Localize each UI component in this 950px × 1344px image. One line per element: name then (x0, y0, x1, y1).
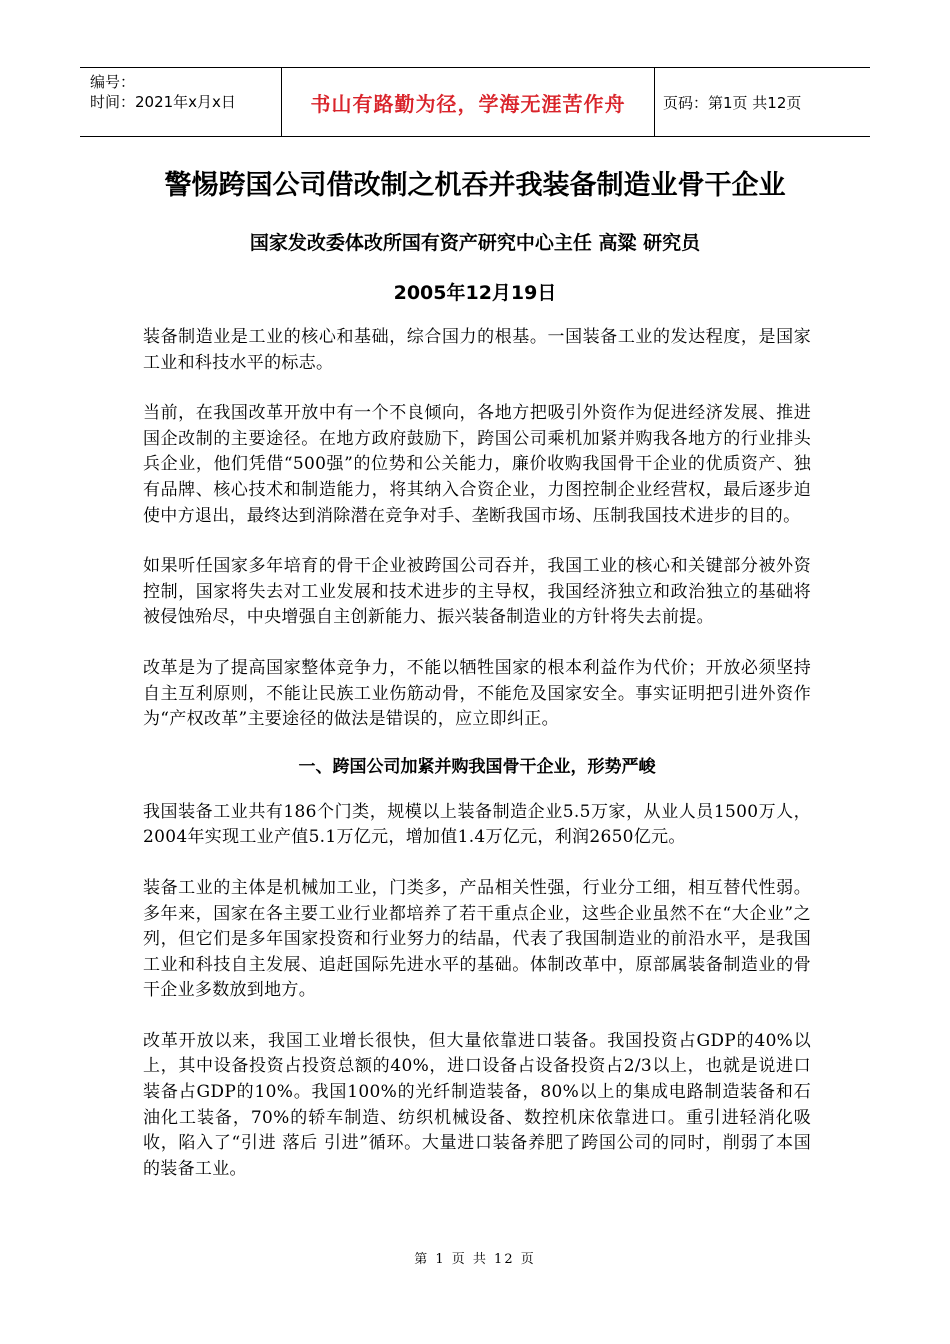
paragraph: 当前，在我国改革开放中有一个不良倾向，各地方把吸引外资作为促进经济发展、推进国企改制的主要途径。在地方政府鼓励下，跨国公司乘机加紧并购我各地方的行业排头兵企业，他们凭借“500强”的位势和公关能力，廉价收购我国骨干企业的优质资产、独有品牌、核心技术和制造能力，将其纳入合资企业，力图控制企业经营权，最后逐步迫使中方退出，最终达到消除潜在竞争对手、垄断我国市场、压制我国技术进步的目的。 (143, 403, 811, 526)
header-page-info (655, 68, 870, 136)
section-heading: 一、跨国公司加紧并购我国骨干企业，形势严峻 (298, 756, 656, 777)
page-info-text: 页码：第1页 共12页 (663, 93, 802, 112)
paragraph: 改革开放以来，我国工业增长很快，但大量依靠进口装备。我国投资占GDP的40%以上，其中设备投资占投资总额的40%，进口设备占设备投资占2/3以上，也就是说进口装备占GDP的10%。我国100%的光纤制造装备，80%以上的集成电路制造装备和石油化工装备，70%的轿车制造、纺织机械设备、数控机床依靠进口。重引进轻消化吸收，陷入了“引进 落后 引进”循环。大量进口装备养肥了跨国公司的同时，削弱了本国的装备工业。 (143, 1030, 811, 1179)
document-header (80, 67, 870, 137)
header-motto-cell (282, 68, 655, 136)
header-meta (80, 68, 282, 136)
document-author: 国家发改委体改所国有资产研究中心主任 高粱 研究员 (249, 232, 701, 254)
paragraph: 改革是为了提高国家整体竞争力，不能以牺牲国家的根本利益作为代价；开放必须坚持自主互利原则，不能让民族工业伤筋动骨，不能危及国家安全。事实证明把引进外资作为“产权改革”主要途径的做法是错误的，应立即纠正。 (143, 657, 811, 730)
time-label: 时间：2021年x月x日 (90, 93, 236, 111)
number-label: 编号： (90, 73, 136, 91)
paragraph: 装备工业的主体是机械加工业，门类多，产品相关性强，行业分工细，相互替代性弱。多年来，国家在各主要工业行业都培养了若干重点企业，这些企业虽然不在“大企业”之列，但它们是多年国家投资和行业努力的结晶，代表了我国制造业的前沿水平，是我国工业和科技自主发展、追赶国际先进水平的基础。体制改革中，原部属装备制造业的骨干企业多数放到地方。 (143, 877, 811, 1001)
page-footer: 第 1 页 共 12 页 (414, 1252, 536, 1267)
document-title: 警惕跨国公司借改制之机吞并我装备制造业骨干企业 (164, 170, 786, 201)
paragraph: 我国装备工业共有186个门类，规模以上装备制造企业5.5万家，从业人员1500万人，2004年实现工业产值5.1万亿元，增加值1.4万亿元，利润2650亿元。 (143, 801, 811, 848)
document-date: 2005年12月19日 (393, 282, 557, 304)
paragraph: 装备制造业是工业的核心和基础，综合国力的根基。一国装备工业的发达程度，是国家工业和科技水平的标志。 (143, 327, 811, 373)
document-body (143, 325, 811, 1207)
motto-text: 书山有路勤为径，学海无涯苦作舟 (310, 91, 626, 116)
paragraph: 如果听任国家多年培育的骨干企业被跨国公司吞并，我国工业的核心和关键部分被外资控制，国家将失去对工业发展和技术进步的主导权，我国经济独立和政治独立的基础将被侵蚀殆尽，中央增强自主创新能力、振兴装备制造业的方针将失去前提。 (143, 556, 811, 628)
